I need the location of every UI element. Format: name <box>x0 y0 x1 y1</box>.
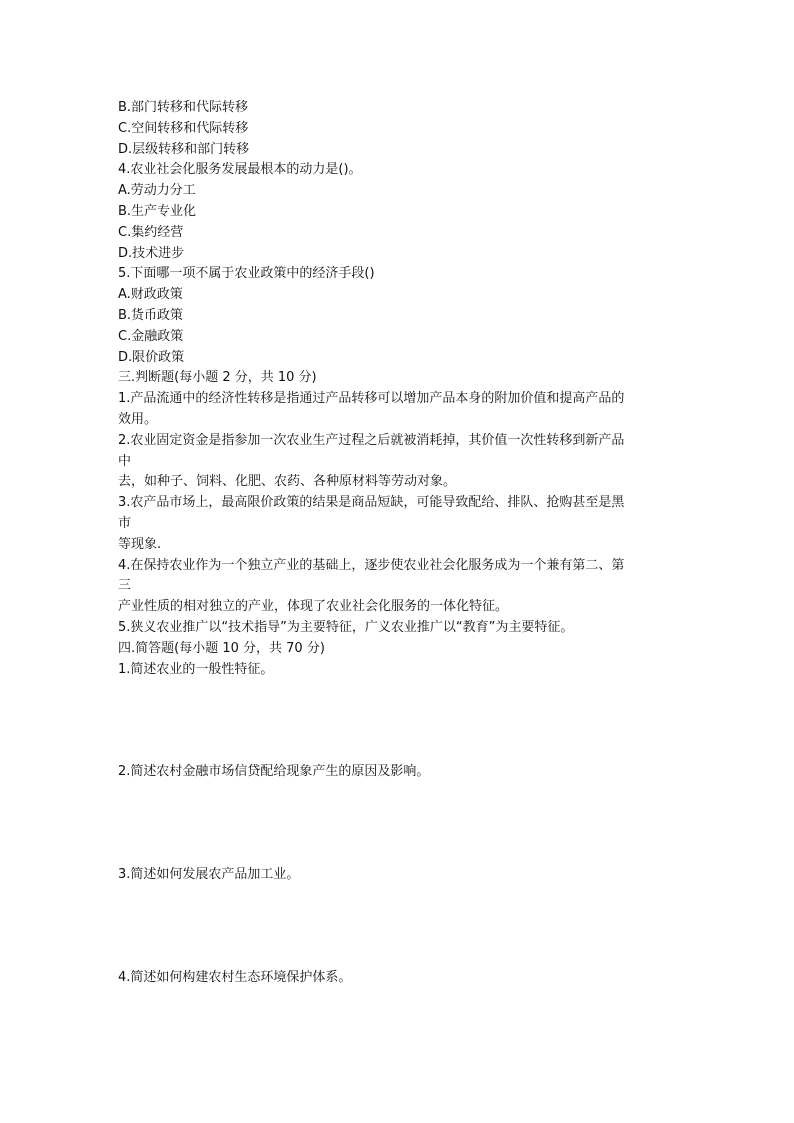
short-answer-question-2: 2.简述农村金融市场信贷配给现象产生的原因及影响。 <box>118 764 430 780</box>
q5-stem: 5.下面哪一项不属于农业政策中的经济手段() <box>118 266 375 282</box>
q5-option-a: A.财政政策 <box>118 287 183 303</box>
judgment-item-1-line-2: 效用。 <box>118 411 158 427</box>
judgment-item-4-line-1: 4.在保持农业作为一个独立产业的基础上，逐步使农业社会化服务成为一个兼有第二、第 <box>118 557 625 573</box>
q3-option-c: C.空间转移和代际转移 <box>118 120 249 136</box>
exam-content <box>118 98 678 989</box>
short-answer-question-1: 1.简述农业的一般性特征。 <box>118 661 274 677</box>
q4-option-b: B.生产专业化 <box>118 203 197 219</box>
judgment-item-3-line-2: 市 <box>118 515 132 531</box>
short-answer-question-3: 3.简述如何发展农产品加工业。 <box>118 867 300 883</box>
judgment-item-2-line-3: 去，如种子、饲料、化肥、农药、各种原材料等劳动对象。 <box>118 474 457 490</box>
judgment-item-3-line-3: 等现象. <box>118 536 162 552</box>
answer-space-2 <box>118 783 678 865</box>
judgment-item-2-line-2: 中 <box>118 453 132 469</box>
q4-option-c: C.集约经营 <box>118 224 184 240</box>
q4-option-d: D.技术进步 <box>118 245 185 261</box>
judgment-item-5: 5.狭义农业推广以“技术指导”为主要特征，广义农业推广以“教育”为主要特征。 <box>118 619 574 635</box>
q4-stem: 4.农业社会化服务发展最根本的动力是()。 <box>118 162 362 178</box>
q5-option-b: B.货币政策 <box>118 307 184 323</box>
q3-option-b: B.部门转移和代际转移 <box>118 100 249 115</box>
judgment-item-4-line-3: 产业性质的相对独立的产业，体现了农业社会化服务的一体化特征。 <box>118 599 509 615</box>
q5-option-d: D.限价政策 <box>118 349 185 365</box>
judgment-item-4-line-2: 三 <box>118 578 132 594</box>
judgment-item-3-line-1: 3.农产品市场上，最高限价政策的结果是商品短缺，可能导致配给、排队、抢购甚至是黑 <box>118 495 625 511</box>
q5-option-c: C.金融政策 <box>118 328 184 344</box>
q3-option-d: D.层级转移和部门转移 <box>118 141 250 157</box>
short-answer-question-4: 4.简述如何构建农村生态环境保护体系。 <box>118 969 352 985</box>
q4-option-a: A.劳动力分工 <box>118 183 196 199</box>
judgment-item-2-line-1: 2.农业固定资金是指参加一次农业生产过程之后就被消耗掉，其价值一次性转移到新产品 <box>118 432 625 448</box>
answer-space-1 <box>118 680 678 762</box>
answer-space-3 <box>118 886 678 968</box>
short-answer-section-heading: 四.简答题(每小题 10 分，共 70 分) <box>118 640 325 656</box>
judgment-section-heading: 三.判断题(每小题 2 分，共 10 分) <box>118 370 317 386</box>
judgment-item-1-line-1: 1.产品流通中的经济性转移是指通过产品转移可以增加产品本身的附加价值和提高产品的 <box>118 391 625 407</box>
